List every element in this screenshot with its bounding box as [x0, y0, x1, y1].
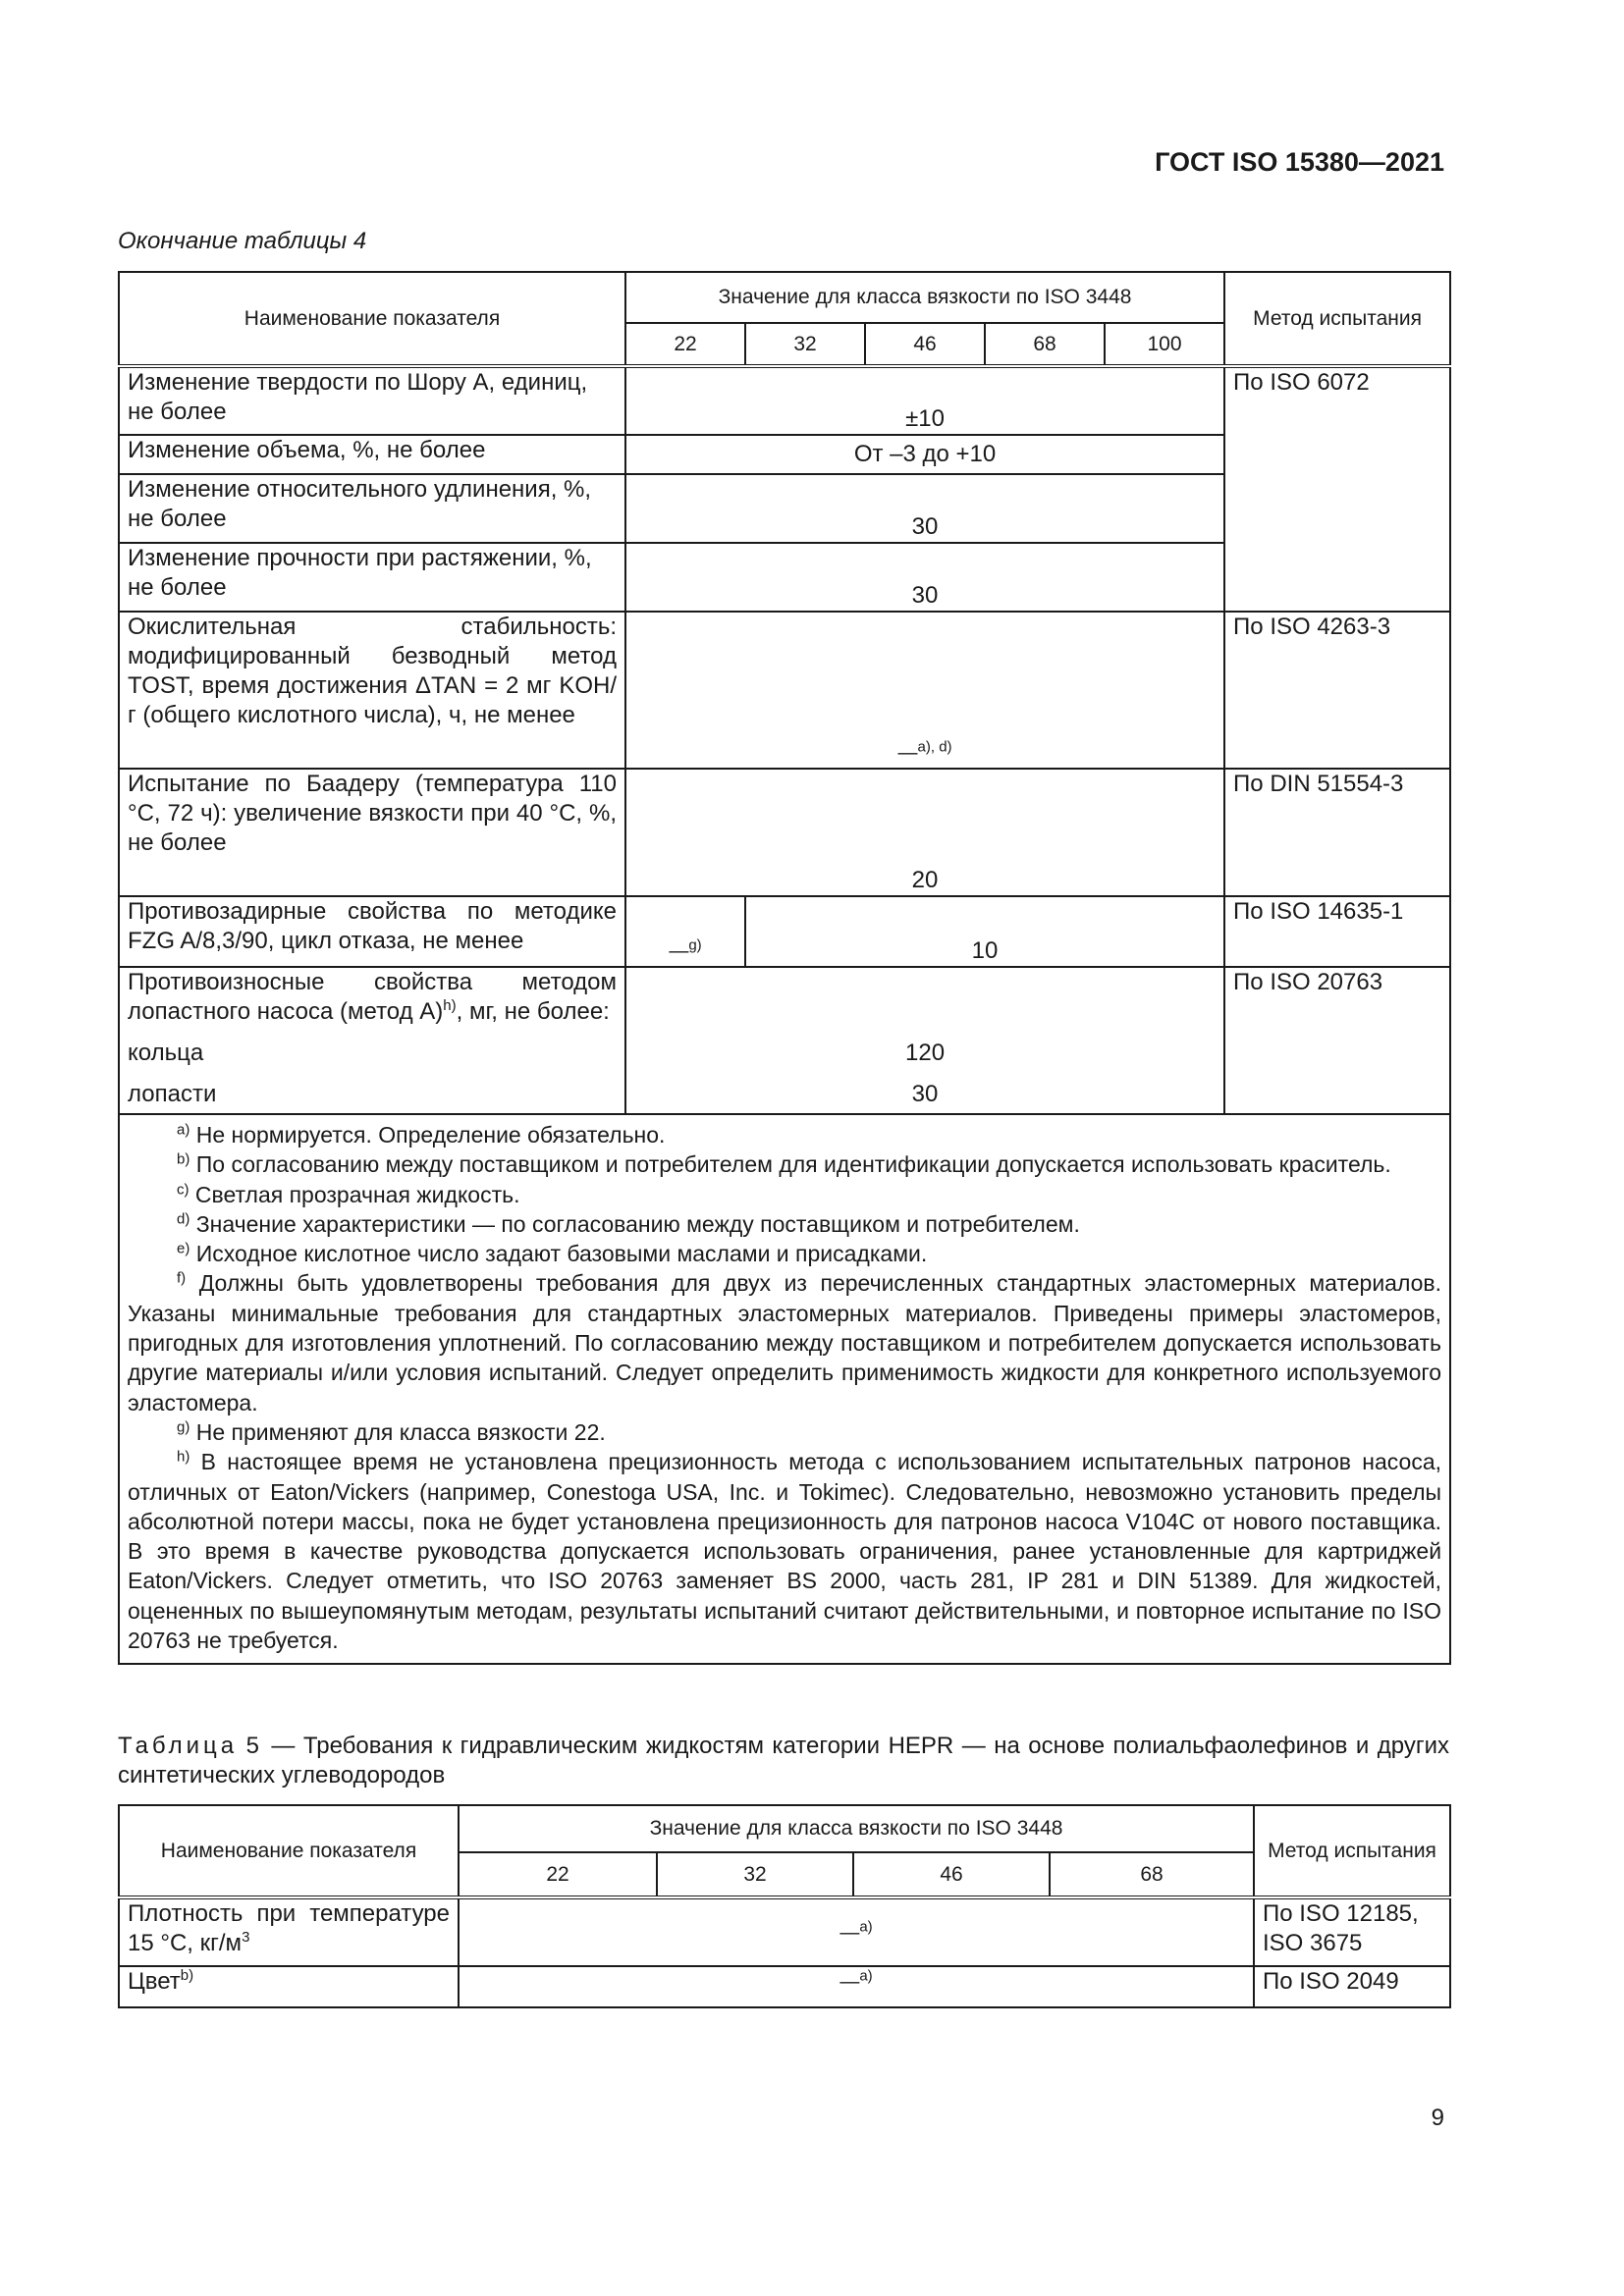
footnote: $^{d)}$ Значение характеристики — по согласованию между поставщиком и потребителем. [177, 1210, 1080, 1237]
table-continuation-label: Окончание таблицы 4 [118, 228, 367, 254]
row-value: От –3 до +10 [625, 435, 1224, 474]
dash-value: — [897, 742, 918, 764]
row-value: ±10 [625, 366, 1224, 435]
row-name: Плотность при температуре 15 °С, $кг/м^3$ [119, 1897, 459, 1966]
sub-row-value: 120 [905, 1040, 946, 1066]
table-row [119, 612, 1450, 769]
row-name-tail: , мг, не более: [456, 998, 610, 1025]
footnote: $^{g)}$ Не применяют для класса вязкости 22. [177, 1418, 606, 1445]
row-name: Окислительная стабильность: модифицированный безводный метод TOST, время достижения ΔTAN = 2 мг KOH/г (общего кислотного числа), ч, не менее [119, 612, 625, 769]
header-class-32: 32 [745, 323, 865, 366]
footnote-ref: b) [180, 1967, 194, 1984]
table-row [119, 1897, 1450, 1966]
header-class-22: 22 [625, 323, 745, 366]
row-name: Изменение объема, %, не более [119, 435, 625, 474]
row-value: 20 [625, 769, 1224, 896]
footnote-ref: g) [688, 936, 702, 954]
footnote-ref: a), d) [917, 738, 952, 756]
footnote: $^{c)}$ Светлая прозрачная жидкость. [177, 1180, 520, 1207]
row-method: По ISO 4263-3 [1224, 612, 1450, 769]
row-value [459, 1966, 1254, 2007]
footnote-ref: h) [443, 997, 457, 1014]
header-class-22: 22 [459, 1852, 657, 1897]
row-method: По ISO 2049 [1254, 1966, 1450, 2007]
page-number: 9 [1431, 2105, 1444, 2131]
row-name: Противозадирные свойства по методике FZG A/8,3/90, цикл отказа, не менее [119, 896, 625, 967]
dash-value: — [839, 1971, 860, 1993]
footnote: $^{b)}$ По согласованию между поставщиком и потребителем для идентификации допускается использовать краситель. [177, 1150, 1391, 1178]
row-value-class-22 [625, 896, 745, 967]
table-5 [118, 1804, 1451, 2008]
header-name-column: Наименование показателя [119, 272, 625, 366]
header-viscosity-group: Значение для класса вязкости по ISO 3448 [625, 272, 1224, 323]
table-4 [118, 271, 1451, 1665]
footnote: $^{e)}$ Исходное кислотное число задают базовыми маслами и присадками. [177, 1240, 928, 1267]
row-method: По ISO 6072 [1224, 366, 1450, 612]
header-class-68: 68 [1050, 1852, 1254, 1897]
table-row [119, 366, 1450, 435]
row-value [625, 612, 1224, 769]
sub-row-name: кольца [128, 1040, 204, 1066]
row-method: По ISO 12185, ISO 3675 [1254, 1897, 1450, 1966]
footnote: $^{a)}$ Не нормируется. Определение обязательно. [177, 1121, 666, 1148]
footnote-ref: a) [859, 1917, 873, 1935]
header-name-column: Наименование показателя [119, 1805, 459, 1897]
dash-value: — [669, 940, 689, 962]
row-name: Изменение прочности при растяжении, %, не более [119, 543, 625, 612]
notes-row [119, 1114, 1450, 1664]
header-class-32: 32 [657, 1852, 853, 1897]
table-row [119, 1966, 1450, 2007]
header-class-100: 100 [1105, 323, 1224, 366]
caption-text: — Требования к гидравлическим жидкостям категории HEPR — на основе полиальфаолефинов и других синтетических углеводородов [118, 1733, 1449, 1789]
footnote: $^{h)}$ В настоящее время не установлена прецизионность метода с использованием испытательных патронов насоса, отличных от Eaton/Vickers (например, Conestoga USA, Inc. и Tokimec). Следовательно, невозможно установить пределы абсолютной потери массы, пока не будет установлена прецизионность для патронов насоса V104C от нового поставщика. В это время в качестве руководства допускается использовать ограничения, ранее установленные для картриджей Eaton/Vickers. Следует отметить, что ISO 20763 заменяет BS 2000, часть 281, IP 281 и DIN 51389. Для жидкостей, оцененных по вышеупомянутым методам, результаты испытаний считают действительными, и повторное испытание по ISO 20763 не требуется. [128, 1448, 1442, 1654]
dash-value: — [839, 1921, 860, 1944]
row-method: По ISO 20763 [1224, 967, 1450, 1114]
sub-row-name: лопасти [128, 1081, 217, 1107]
header-viscosity-group: Значение для класса вязкости по ISO 3448 [459, 1805, 1254, 1852]
footnote-ref: a) [859, 1967, 873, 1985]
row-value [625, 967, 1224, 1114]
row-name [119, 967, 625, 1114]
footnote: $^{f)}$ Должны быть удовлетворены требования для двух из перечисленных стандартных эластомерных материалов. Указаны минимальные требования для стандартных эластомерных материалов. Приведены примеры эластомеров, пригодных для изготовления уплотнений. По согласованию между поставщиком и потребителем допускается использовать другие материалы и/или условия испытаний. Следует определить применимость жидкости для конкретного используемого эластомера. [128, 1269, 1442, 1415]
row-name: Испытание по Баадеру (температура 110 °С, 72 ч): увеличение вязкости при 40 °С, %, не более [119, 769, 625, 896]
table-row [119, 896, 1450, 967]
header-method-column: Метод испытания [1224, 272, 1450, 366]
footnote-ref: 3 [242, 1929, 250, 1946]
row-name: Изменение относительного удлинения, %, не более [119, 474, 625, 543]
table-row [119, 769, 1450, 896]
caption-number: 5 [245, 1733, 263, 1759]
header-class-46: 46 [853, 1852, 1050, 1897]
header-method-column: Метод испытания [1254, 1805, 1450, 1897]
row-name-text: Противоизносные свойства методом лопастного насоса (метод А) [128, 969, 617, 1025]
row-method: По DIN 51554-3 [1224, 769, 1450, 896]
table-notes [119, 1114, 1450, 1664]
table-5-caption [118, 1732, 1449, 1790]
header-class-46: 46 [865, 323, 985, 366]
standard-number-header: ГОСТ ISO 15380—2021 [1155, 147, 1444, 177]
row-value: 10 [745, 896, 1224, 967]
row-value [459, 1897, 1254, 1966]
row-value: 30 [625, 543, 1224, 612]
sub-row-value: 30 [911, 1081, 939, 1107]
row-name: Цвет$^{b)}$ [119, 1966, 459, 2007]
caption-label: Таблица [118, 1733, 239, 1759]
table-row [119, 967, 1450, 1114]
row-name: Изменение твердости по Шору А, единиц, не более [119, 366, 625, 435]
row-value: 30 [625, 474, 1224, 543]
header-class-68: 68 [985, 323, 1105, 366]
row-method: По ISO 14635-1 [1224, 896, 1450, 967]
